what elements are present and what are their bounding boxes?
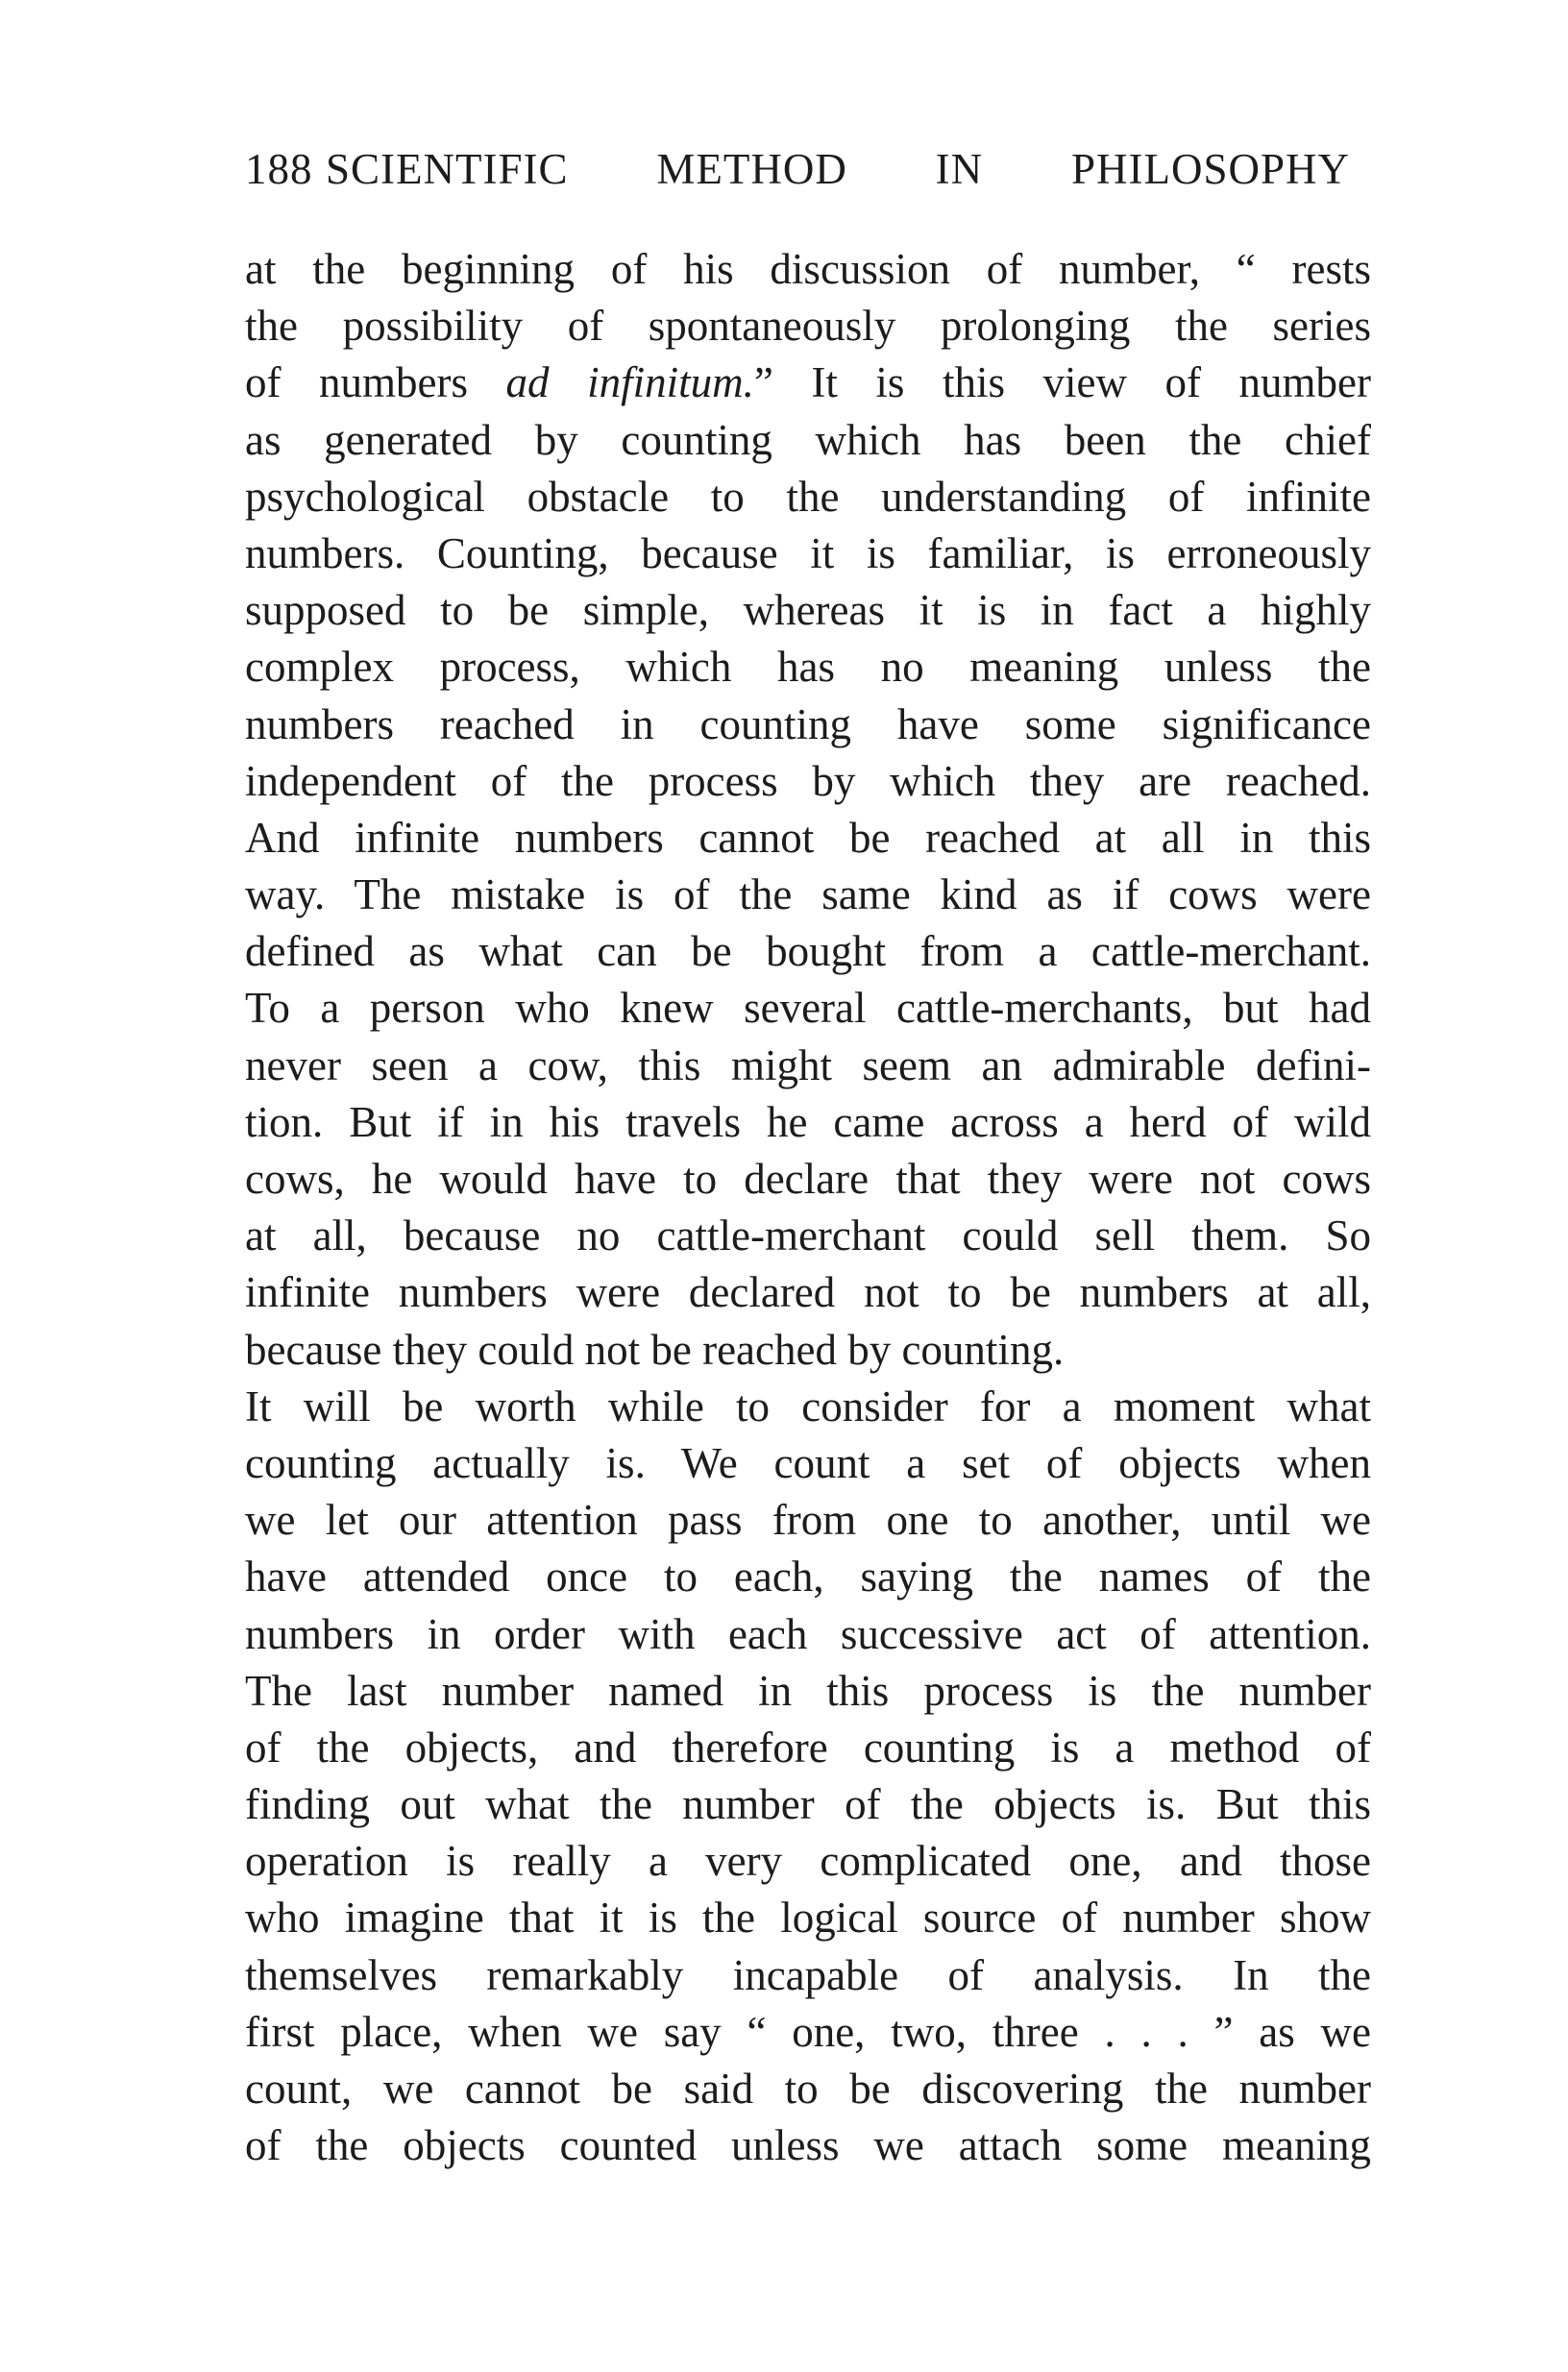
text-span: ” It is this view of number	[753, 358, 1372, 407]
text-line: at the beginning of his discussion of number, “ rests	[245, 245, 1371, 293]
text-line: numbers reached in counting have some significance	[245, 699, 1371, 748]
text-line: first place, when we say “ one, two, three . . . ” as we	[245, 2007, 1371, 2056]
running-header	[245, 144, 1350, 202]
text-line: count, we cannot be said to be discovering the number	[245, 2065, 1371, 2113]
body-text	[245, 241, 1371, 2174]
text-line: we let our attention pass from one to another, until we	[245, 1496, 1371, 1545]
running-title: SCIENTIFIC METHOD IN PHILOSOPHY	[326, 145, 1350, 193]
text-line: cows, he would have to declare that they were not cows	[245, 1155, 1371, 1203]
text-line: have attended once to each, saying the names of the	[245, 1553, 1371, 1602]
text-line: It will be worth while to consider for a moment what	[245, 1382, 1371, 1431]
text-line: And infinite numbers cannot be reached at all in this	[245, 813, 1371, 862]
text-line: way. The mistake is of the same kind as if cows were	[245, 870, 1371, 919]
text-line: To a person who knew several cattle-merchants, but had	[245, 984, 1371, 1033]
text-line: infinite numbers were declared not to be numbers at all,	[245, 1268, 1371, 1317]
text-line: at all, because no cattle-merchant could sell them. So	[245, 1211, 1371, 1260]
paragraph	[245, 1379, 1371, 2175]
text-line: complex process, which has no meaning unless the	[245, 643, 1371, 692]
text-line: defined as what can be bought from a cattle-merchant.	[245, 927, 1371, 976]
text-line: counting actually is. We count a set of objects when	[245, 1438, 1371, 1487]
text-line: as generated by counting which has been the chief	[245, 415, 1371, 464]
text-line: because they could not be reached by counting.	[245, 1325, 1065, 1374]
text-line: operation is really a very complicated one, and those	[245, 1837, 1371, 1886]
text-line: numbers in order with each successive act of attention.	[245, 1609, 1371, 1658]
text-line	[245, 355, 1371, 411]
paragraph	[245, 241, 1371, 1379]
text-line: who imagine that it is the logical source of number show	[245, 1894, 1371, 1943]
page-number: 188	[245, 145, 313, 193]
text-line: The last number named in this process is the number	[245, 1666, 1371, 1715]
text-span: of numbers	[245, 358, 506, 407]
italic-phrase: ad infinitum.	[505, 358, 754, 407]
text-line: supposed to be simple, whereas it is in fact a highly	[245, 586, 1371, 635]
text-line: psychological obstacle to the understanding of infinite	[245, 472, 1371, 521]
text-line: of the objects counted unless we attach some meaning	[245, 2121, 1371, 2170]
text-line: the possibility of spontaneously prolonging the series	[245, 302, 1371, 351]
text-line: never seen a cow, this might seem an admirable defini-	[245, 1040, 1371, 1089]
text-line: numbers. Counting, because it is familiar, is erroneously	[245, 528, 1371, 577]
text-line: themselves remarkably incapable of analysis. In the	[245, 1950, 1371, 1999]
text-line: finding out what the number of the objects is. But this	[245, 1780, 1371, 1829]
text-line: independent of the process by which they are reached.	[245, 756, 1371, 805]
text-line: tion. But if in his travels he came across a herd of wild	[245, 1097, 1371, 1146]
text-line: of the objects, and therefore counting is a method of	[245, 1723, 1371, 1772]
